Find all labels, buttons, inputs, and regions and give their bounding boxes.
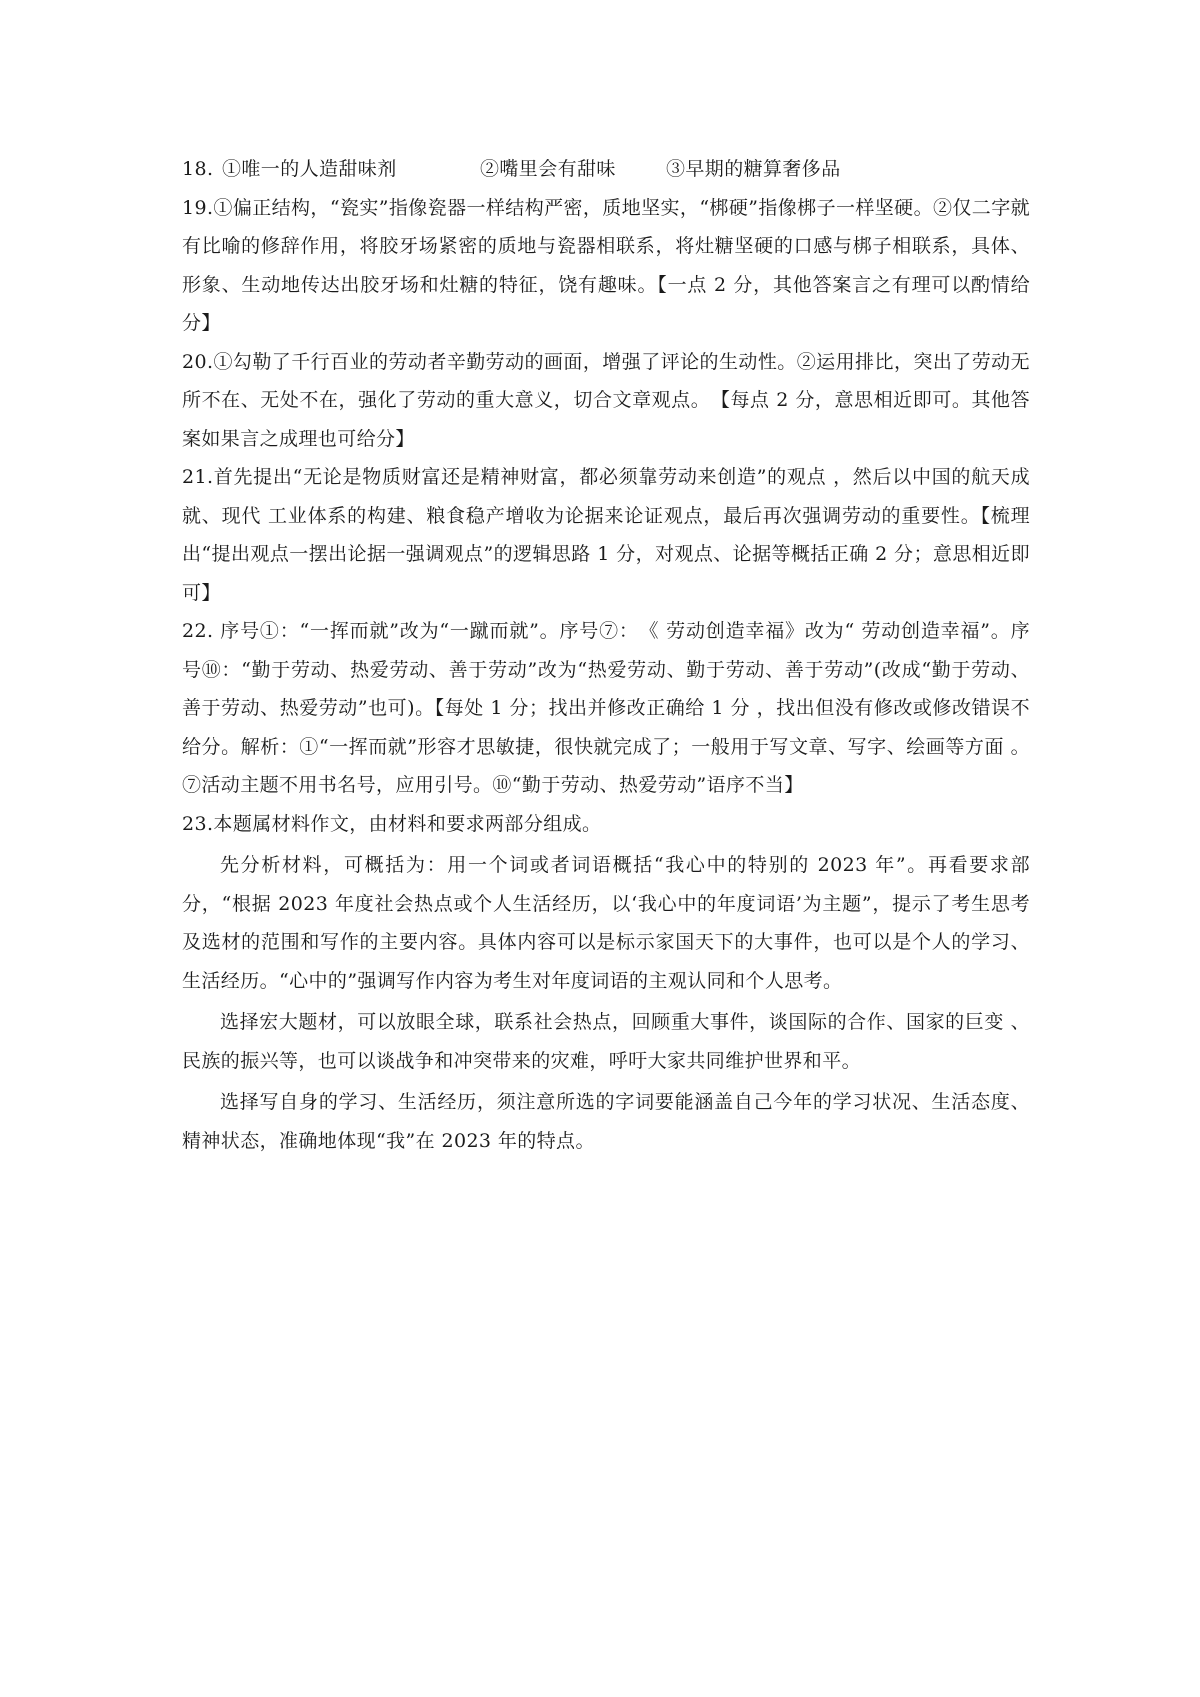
answer-22: 22. 序号①：“一挥而就”改为“一蹴而就”。序号⑦： 《 劳动创造幸福》改为“ 劳动创造幸福”。序号⑩：“勤于劳动、热爱劳动、善于劳动”改为“热爱劳动、勤于劳动、善于劳动”(改成“勤于劳动、善于劳动、热爱劳动”也可)。【每处 1 分；找出并修改正确给 1 分 ，找出但没有修改或修改错误不给分。解析：①“一挥而就”形容才思敏捷，很快就完成了；一般用于写文章、写字、绘画等方面 。⑦活动主题不用书名号，应用引号。⑩“勤于劳动、热爱劳动”语序不当】: [182, 620, 1030, 796]
answer-23-paragraph-3: 选择写自身的学习、生活经历，须注意所选的字词要能涵盖自己今年的学习状况、生活态度、精神状态，准确地体现“我”在 2023 年的特点。: [182, 1091, 1030, 1152]
answer-21: 21.首先提出“无论是物质财富还是精神财富，都必须靠劳动来创造”的观点 ，然后以中国的航天成就、现代 工业体系的构建、粮食稳产增收为论据来论证观点，最后再次强调劳动的重要性。【梳理出“提出观点一摆出论据一强调观点”的逻辑思路 1 分，对观点、论据等概括正确 2 分；意思相近即可】: [182, 466, 1030, 604]
answer-18: [182, 150, 1030, 189]
answer-23-paragraph-2: 选择宏大题材，可以放眼全球，联系社会热点，回顾重大事件，谈国际的合作、国家的巨变 、民族的振兴等，也可以谈战争和冲突带来的灾难，呼吁大家共同维护世界和平。: [182, 1011, 1030, 1072]
answer-18-number: 18.: [182, 158, 214, 180]
answer-18-option-3: ③早期的糖算奢侈品: [666, 158, 841, 180]
answer-18-option-2: ②嘴里会有甜味: [480, 158, 616, 180]
answer-23-paragraph-1: 先分析材料，可概括为：用一个词或者词语概括“我心中的特别的 2023 年”。再看要求部分，“根据 2023 年度社会热点或个人生活经历，以‘我心中的年度词语’为主题”，提示了考生思考及选材的范围和写作的主要内容。具体内容可以是标示家国天下的大事件，也可以是个人的学习、生活经历。“心中的”强调写作内容为考生对年度词语的主观认同和个人思考。: [182, 854, 1030, 992]
answer-18-option-1: ①唯一的人造甜味剂: [222, 158, 397, 180]
answer-19: 19.①偏正结构，“瓷实”指像瓷器一样结构严密，质地坚实，“梆硬”指像梆子一样坚硬。②仅二字就有比喻的修辞作用，将胶牙场紧密的质地与瓷器相联系，将灶糖坚硬的口感与梆子相联系，具体、形象、生动地传达出胶牙场和灶糖的特征，饶有趣味。【一点 2 分，其他答案言之有理可以酌情给分】: [182, 196, 1030, 334]
answer-20: 20.①勾勒了千行百业的劳动者辛勤劳动的画面，增强了评论的生动性。②运用排比，突出了劳动无所不在、无处不在，强化了劳动的重大意义，切合文章观点。 【每点 2 分，意思相近即可。其他答案如果言之成理也可给分】: [182, 350, 1030, 450]
answer-23-intro: 23.本题属材料作文，由材料和要求两部分组成。: [182, 812, 602, 835]
answer-key-page: [182, 150, 1030, 1160]
